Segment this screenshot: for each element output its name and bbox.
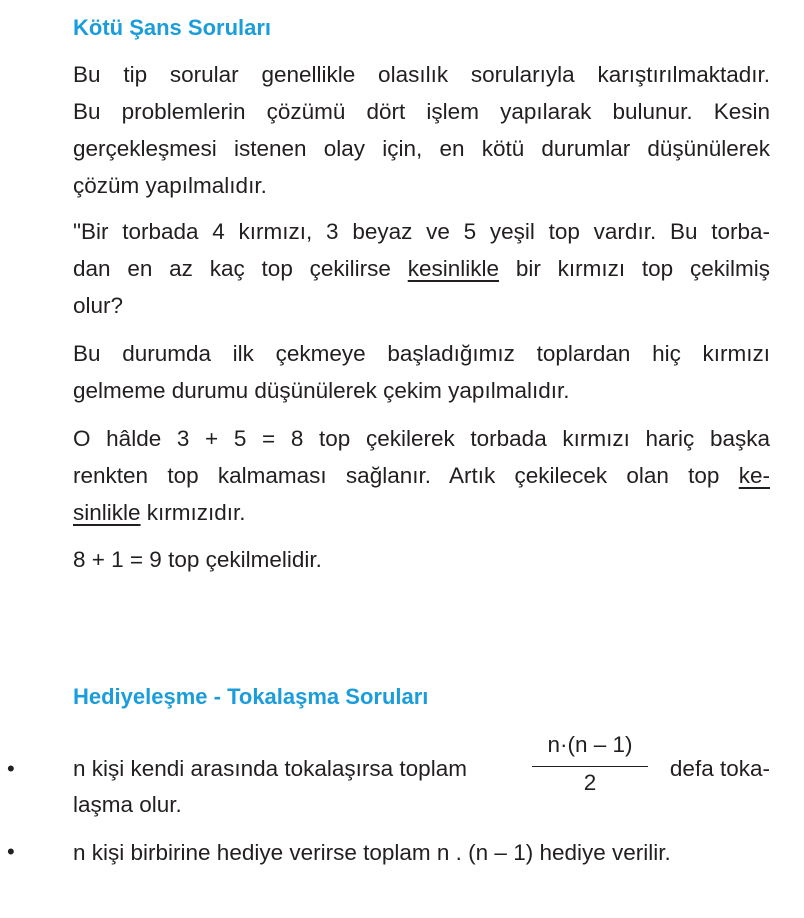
underlined-word: sinlikle — [73, 500, 141, 525]
text-line: O hâlde 3 + 5 = 8 top çekilerek torbada kırmızı hariç başka — [73, 426, 770, 451]
text-line: 8 + 1 = 9 top çekilmelidir. — [73, 547, 322, 572]
text-segment: bir kırmızı top çekilmiş — [499, 256, 771, 281]
text-segment: kırmızıdır. — [140, 500, 246, 525]
text-line — [73, 457, 770, 494]
text-line: "Bir torbada 4 kırmızı, 3 beyaz ve 5 yeşil top vardır. Bu torba- — [73, 219, 770, 244]
text-line: olur? — [73, 293, 124, 318]
text-line: Bu durumda ilk çekmeye başladığımız toplardan hiç kırmızı — [73, 341, 770, 366]
text-line: gerçekleşmesi istenen olay için, en kötü durumlar düşünülerek — [73, 136, 770, 161]
text-line: çözüm yapılmalıdır. — [73, 173, 267, 198]
fraction-bar — [532, 766, 648, 767]
paragraph-intro — [73, 56, 770, 204]
section-heading-kotu-sans: Kötü Şans Soruları — [73, 15, 272, 40]
paragraph-example-question — [73, 213, 770, 324]
bullet-icon: • — [7, 756, 15, 781]
text-segment: n kişi kendi arasında tokalaşırsa toplam — [73, 756, 467, 781]
list-item-continuation — [73, 786, 770, 823]
text-line: n kişi birbirine hediye verirse toplam n . (n – 1) hediye verilir. — [73, 840, 671, 865]
list-item-hediye — [73, 834, 770, 871]
bullet-icon: • — [7, 839, 15, 864]
text-segment: defa toka- — [669, 756, 770, 781]
text-line — [73, 494, 770, 531]
text-line: laşma olur. — [73, 792, 182, 817]
text-line: gelmeme durumu düşünülerek çekim yapılmalıdır. — [73, 378, 570, 403]
text-line: Bu tip sorular genellikle olasılık sorularıyla karıştırılmaktadır. — [73, 62, 770, 87]
paragraph-explanation — [73, 335, 770, 409]
underlined-word: ke- — [738, 463, 770, 488]
text-line: Bu problemlerin çözümü dört işlem yapılarak bulunur. Kesin — [73, 99, 770, 124]
underlined-word: kesinlikle — [407, 256, 500, 281]
text-segment: renkten top kalmaması sağlanır. Artık çekilecek olan top — [73, 463, 739, 488]
section-heading-hediyelesme: Hediyeleşme - Tokalaşma Soruları — [73, 684, 429, 709]
paragraph-solution — [73, 420, 770, 531]
fraction-numerator: n·(n – 1) — [547, 732, 633, 757]
text-line — [73, 250, 770, 287]
fraction-denominator: 2 — [583, 770, 597, 795]
paragraph-result — [73, 541, 770, 578]
text-segment: dan en az kaç top çekilirse — [73, 256, 408, 281]
